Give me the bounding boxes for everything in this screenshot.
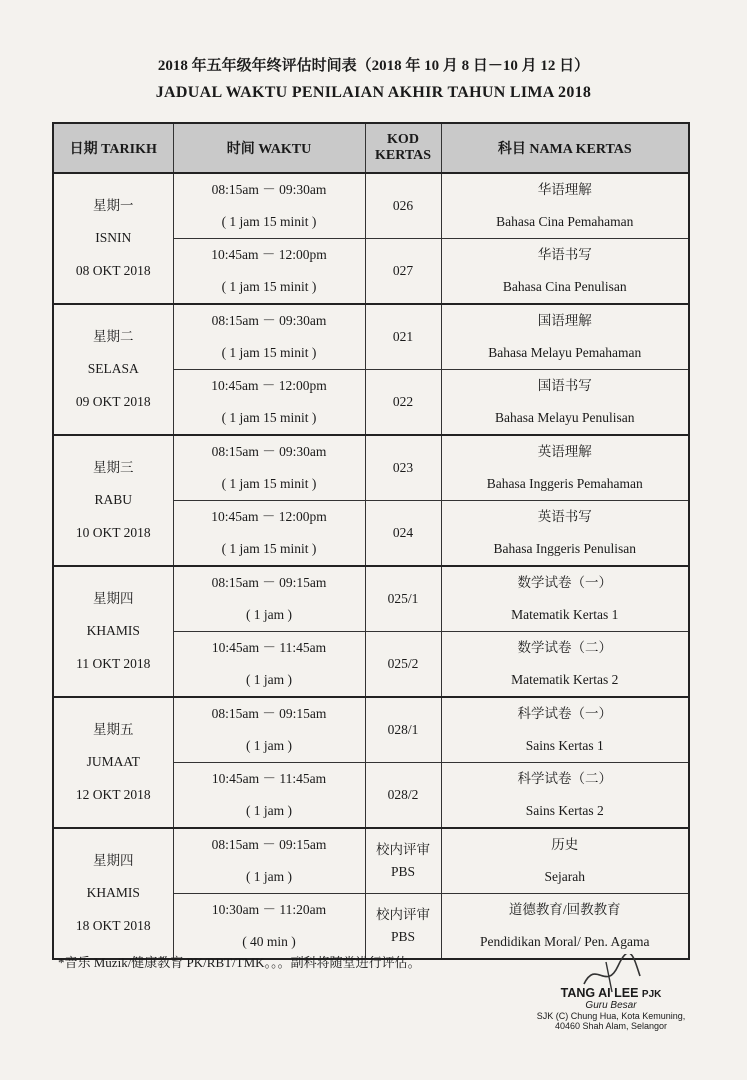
session-duration: ( 1 jam ) [245,869,293,884]
day-date: 11 OKT 2018 [76,655,151,671]
subject-malay: Bahasa Melayu Pemahaman [488,345,642,360]
session-time: 08:15am － 09:30am [211,182,327,197]
day-chinese: 星期三 [93,459,134,475]
time-cell [173,894,365,960]
day-cell [53,304,173,435]
subject-cell [441,828,689,894]
day-malay: KHAMIS [86,623,140,639]
day-malay: SELASA [87,361,139,377]
subject-malay: Sains Kertas 1 [525,738,604,753]
time-cell [173,173,365,239]
code-cell [365,828,441,894]
time-cell [173,763,365,829]
day-malay: ISNIN [95,230,132,246]
subject-cell [441,632,689,698]
subject-chinese: 历史 [551,837,579,852]
subject-malay: Matematik Kertas 1 [511,607,619,622]
time-cell [173,697,365,763]
signature-name: TANG AI LEE [560,986,639,1000]
day-chinese: 星期四 [93,852,134,868]
signature-scribble [576,954,646,994]
subject-cell [441,501,689,567]
subject-cell [441,304,689,370]
day-date: 18 OKT 2018 [75,917,151,933]
day-date: 12 OKT 2018 [75,786,151,802]
subject-malay: Bahasa Cina Pemahaman [496,214,634,229]
table-row [53,828,689,894]
subject-malay: Bahasa Inggeris Pemahaman [486,476,643,491]
signature-address-1: SJK (C) Chung Hua, Kota Kemuning, [536,1011,686,1021]
subject-chinese: 道德教育/回教教育 [508,902,621,917]
session-time: 10:45am － 12:00pm [211,378,327,393]
paper-code: 025/1 [387,591,419,606]
subject-malay: Sejarah [544,869,585,884]
day-cell [53,435,173,566]
paper-code: 校内评审 [376,842,430,857]
table-row [53,173,689,239]
table-row [53,697,689,763]
paper-code: 023 [392,460,414,475]
time-cell [173,370,365,436]
header-code [365,123,441,173]
code-cell [365,697,441,763]
session-duration: ( 1 jam 15 minit ) [221,214,317,229]
code-cell [365,370,441,436]
table-row [53,435,689,501]
session-duration: ( 1 jam ) [245,803,293,818]
day-cell [53,828,173,959]
subject-chinese: 华语理解 [537,182,592,197]
paper-code: 022 [392,394,414,409]
code-cell [365,239,441,305]
paper-code: 021 [392,329,414,344]
day-cell [53,697,173,828]
subject-chinese: 国语书写 [537,378,592,393]
subject-cell [441,173,689,239]
signature-block [536,968,686,1031]
session-time: 10:45am － 11:45am [211,771,327,786]
subject-chinese: 英语理解 [537,444,592,459]
subject-malay: Matematik Kertas 2 [511,672,619,687]
subject-cell [441,763,689,829]
session-duration: ( 1 jam 15 minit ) [221,541,317,556]
subject-chinese: 数学试卷（一） [517,575,612,590]
day-cell [53,173,173,304]
paper-code-pbs: PBS [390,864,416,879]
subject-malay: Sains Kertas 2 [525,803,604,818]
paper-code: 028/1 [387,722,419,737]
code-cell [365,632,441,698]
code-cell [365,566,441,632]
time-cell [173,828,365,894]
subject-chinese: 科学试卷（二） [517,771,612,786]
subject-cell [441,239,689,305]
time-cell [173,304,365,370]
header-code-line1: KOD [387,132,419,147]
session-time: 08:15am － 09:15am [211,575,327,590]
time-cell [173,632,365,698]
title-malay: JADUAL WAKTU PENILAIAN AKHIR TAHUN LIMA 2018 [155,84,592,101]
header-subject: 科目 NAMA KERTAS [441,123,689,173]
session-time: 10:45am － 11:45am [211,640,327,655]
day-cell [53,566,173,697]
day-chinese: 星期四 [93,590,134,606]
time-cell [173,566,365,632]
day-chinese: 星期五 [93,721,134,737]
day-malay: KHAMIS [86,885,140,901]
subject-chinese: 国语理解 [537,313,592,328]
session-duration: ( 1 jam ) [245,672,293,687]
paper-code: 028/2 [387,787,419,802]
paper-code: 024 [392,525,414,540]
session-duration: ( 1 jam ) [245,738,293,753]
header-code-line2: KERTAS [374,148,432,163]
session-duration: ( 40 min ) [242,934,296,949]
paper-code: 026 [392,198,414,213]
session-time: 10:45am － 12:00pm [211,247,327,262]
subject-chinese: 科学试卷（一） [517,706,612,721]
signature-title: Guru Besar [585,1000,637,1011]
paper-code: 027 [392,263,414,278]
session-time: 08:15am － 09:30am [211,444,327,459]
subject-malay: Bahasa Cina Penulisan [502,279,627,294]
header-date: 日期 TARIKH [53,123,173,173]
day-chinese: 星期二 [93,328,134,344]
subject-cell [441,566,689,632]
subject-chinese: 华语书写 [537,247,592,262]
exam-timetable [52,122,690,960]
time-cell [173,435,365,501]
code-cell [365,304,441,370]
code-cell [365,173,441,239]
day-chinese: 星期一 [93,197,134,213]
code-cell [365,763,441,829]
timetable-body [53,173,689,959]
subject-cell [441,435,689,501]
session-duration: ( 1 jam ) [245,607,293,622]
time-cell [173,239,365,305]
time-cell [173,501,365,567]
subject-chinese: 数学试卷（二） [517,640,612,655]
subject-chinese: 英语书写 [537,509,592,524]
session-duration: ( 1 jam 15 minit ) [221,410,317,425]
code-cell [365,894,441,960]
table-header-row [53,123,689,173]
subject-malay: Bahasa Melayu Penulisan [495,410,635,425]
signature-address-2: 40460 Shah Alam, Selangor [554,1021,668,1031]
day-date: 09 OKT 2018 [75,393,151,409]
paper-code-pbs: PBS [390,929,416,944]
subject-cell [441,370,689,436]
session-time: 08:15am － 09:15am [211,837,327,852]
day-malay: JUMAAT [86,754,140,770]
session-duration: ( 1 jam 15 minit ) [221,476,317,491]
code-cell [365,435,441,501]
subject-malay: Bahasa Inggeris Penulisan [493,541,636,556]
day-date: 10 OKT 2018 [75,524,151,540]
day-date: 08 OKT 2018 [75,262,151,278]
table-row [53,304,689,370]
table-row [53,566,689,632]
footnote: *音乐 Muzik/健康教育 PK/RBT/TMK。。。副科将随堂进行评估。 [58,955,421,970]
subject-cell [441,894,689,960]
session-duration: ( 1 jam 15 minit ) [221,345,317,360]
signature-suffix: PJK [641,989,662,1000]
session-time: 08:15am － 09:15am [211,706,327,721]
session-time: 08:15am － 09:30am [211,313,327,328]
paper-code: 校内评审 [376,907,430,922]
session-duration: ( 1 jam 15 minit ) [221,279,317,294]
code-cell [365,501,441,567]
subject-malay: Pendidikan Moral/ Pen. Agama [480,934,650,949]
title-chinese: 2018 年五年级年终评估时间表（2018 年 10 月 8 日－10 月 12 日） [157,58,590,74]
header-time: 时间 WAKTU [173,123,365,173]
subject-cell [441,697,689,763]
paper-code: 025/2 [387,656,419,671]
session-time: 10:45am － 12:00pm [211,509,327,524]
session-time: 10:30am － 11:20am [211,902,327,917]
day-malay: RABU [94,492,132,508]
